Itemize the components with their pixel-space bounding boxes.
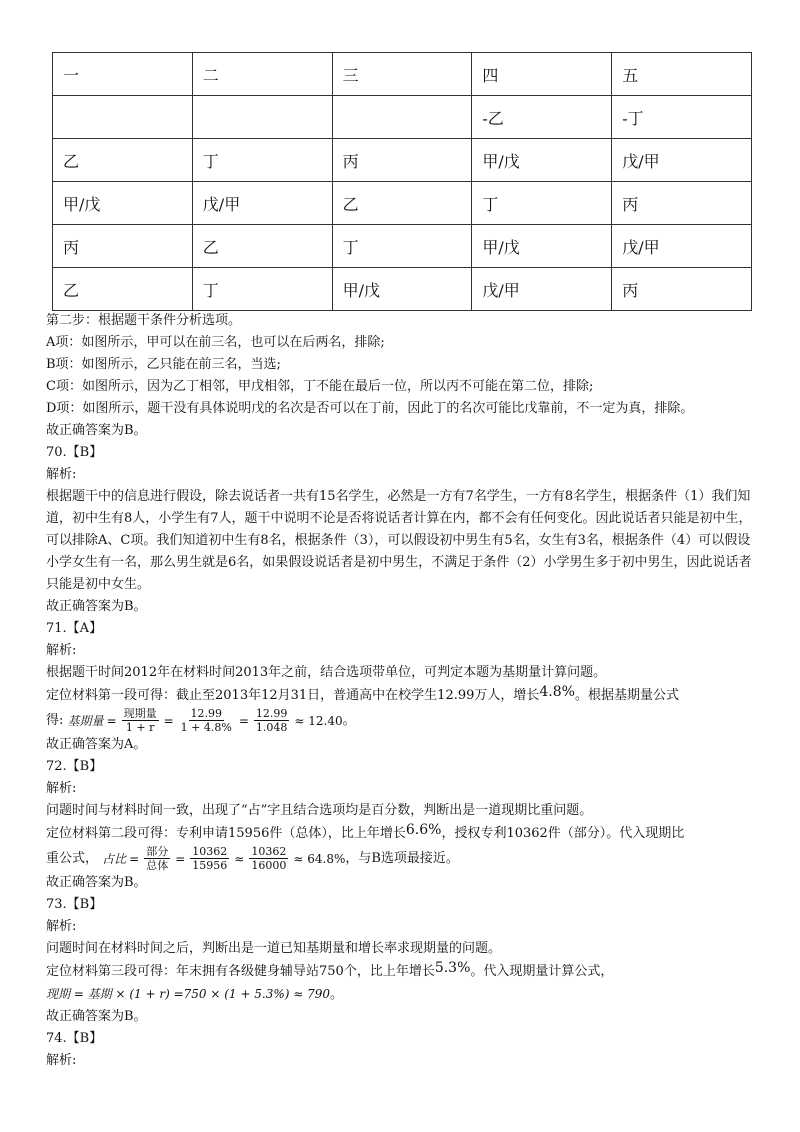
table-cell xyxy=(332,96,472,139)
analysis-73-b-end: 。代入现期量计算公式， xyxy=(470,964,614,979)
analysis-73-b xyxy=(46,960,758,983)
growth-rate-73: 5.3% xyxy=(434,960,471,976)
analysis-label-72: 解析: xyxy=(46,781,77,796)
answer-72: 故正确答案为B。 xyxy=(46,875,147,890)
table-cell: 甲/戊 xyxy=(472,139,612,182)
formula-71-num1: 现期量 xyxy=(123,707,157,720)
formula-71-suffix: 。 xyxy=(342,713,356,728)
analysis-72-b xyxy=(46,822,758,845)
formula-72-num1: 部分 xyxy=(146,845,169,858)
analysis-73-formula-line xyxy=(46,983,758,1006)
formula-72 xyxy=(102,845,345,872)
table-cell: 甲/戊 xyxy=(472,225,612,268)
analysis-71-b-text: 定位材料第一段可得：截止至2013年12月31日，普通高中在校学生12.99万人，增长 xyxy=(46,688,540,703)
table-cell: 二 xyxy=(192,53,332,96)
table-cell xyxy=(192,96,332,139)
analysis-label-73: 解析: xyxy=(46,919,77,934)
table-cell: 戊/甲 xyxy=(612,139,752,182)
analysis-70-body: 根据题干中的信息进行假设，除去说话者一共有15名学生，必然是一方有7名学生，一方有8名学生，根据条件（1）我们知道，初中生有8人，小学生有7人，题干中说明不论是否将说话者计算在内，都不会有任何变化。因此说话者只能是初中生，可以排除A、C项。我们知道初中生有8名，根据条件（3），可以假设初中男生有5名，女生有3名，根据条件（4）可以假设小学女生有一名，那么男生就是6名，如果假设说话者是初中男生，不满足于条件（2）小学男生多于初中男生，因此说话者只能是初中女生。 xyxy=(46,489,752,592)
option-b-analysis: B项：如图所示，乙只能在前三名，当选; xyxy=(46,357,281,372)
answer-71: 故正确答案为A。 xyxy=(46,737,147,752)
formula-71-prefix: 得: xyxy=(46,713,64,728)
analysis-label-71: 解析: xyxy=(46,643,77,658)
table-cell: 一 xyxy=(53,53,193,96)
table-cell xyxy=(53,96,193,139)
table-cell: 五 xyxy=(612,53,752,96)
formula-72-num2: 10362 xyxy=(192,845,228,858)
table-cell: 戊/甲 xyxy=(192,182,332,225)
table-row xyxy=(53,139,752,182)
table-cell: 戊/甲 xyxy=(472,268,612,311)
question-72-number: 72.【B】 xyxy=(46,759,103,774)
formula-71-eq2: = xyxy=(163,713,174,728)
formula-71-den2: 1 + 4.8% xyxy=(180,721,232,734)
question-71-number: 71.【A】 xyxy=(46,621,103,636)
table-cell: 戊/甲 xyxy=(612,225,752,268)
option-a-analysis: A项：如图所示，甲可以在前三名，也可以在后两名，排除; xyxy=(46,335,385,350)
analysis-72-formula-line xyxy=(46,845,758,872)
analysis-71-a: 根据题干时间2012年在材料时间2013年之前，结合选项带单位，可判定本题为基期量计算问题。 xyxy=(46,665,607,680)
table-cell: 四 xyxy=(472,53,612,96)
table-cell: 丙 xyxy=(612,268,752,311)
table-cell: -乙 xyxy=(472,96,612,139)
formula-71-frac3 xyxy=(254,707,290,734)
table-cell: 丙 xyxy=(612,182,752,225)
table-row xyxy=(53,96,752,139)
analysis-73-b-text: 定位材料第三段可得：年末拥有各级健身辅导站750个，比上年增长 xyxy=(46,964,435,979)
formula-72-den3: 16000 xyxy=(251,859,287,872)
analysis-72-a: 问题时间与材料时间一致，出现了“占”字且结合选项均是百分数，判断出是一道现期比重问题。 xyxy=(46,803,593,818)
growth-rate-71: 4.8% xyxy=(539,684,575,700)
question-70-number: 70.【B】 xyxy=(46,445,103,460)
step2-heading: 第二步：根据题干条件分析选项。 xyxy=(46,313,242,328)
table-cell: 丁 xyxy=(332,225,472,268)
table-cell: 甲/戊 xyxy=(53,182,193,225)
table-row xyxy=(53,268,752,311)
formula-71-frac2 xyxy=(179,707,234,734)
formula-72-lhs: 占比 xyxy=(102,851,127,866)
analysis-71-formula-line xyxy=(46,707,758,734)
ranking-table xyxy=(52,52,752,311)
formula-71-num2: 12.99 xyxy=(190,707,222,720)
analysis-72-b-text: 定位材料第二段可得：专利申请15956件（总体），比上年增长 xyxy=(46,826,406,841)
formula-72-num3: 10362 xyxy=(251,845,287,858)
formula-73: 现期 = 基期 × (1 + r) =750 × (1 + 5.3%) ≈ 790 xyxy=(46,987,330,1001)
table-cell: 甲/戊 xyxy=(332,268,472,311)
table-cell: 丁 xyxy=(192,139,332,182)
formula-72-eq2: = xyxy=(175,851,186,866)
analysis-72-b-end: ，授权专利10362件（部分）。代入现期比 xyxy=(441,826,685,841)
table-cell: 乙 xyxy=(53,139,193,182)
answer-69: 故正确答案为B。 xyxy=(46,423,147,438)
formula-71-frac1 xyxy=(122,707,159,734)
formula-72-eq1: = xyxy=(129,851,140,866)
formula-72-frac1 xyxy=(144,845,170,872)
formula-72-suffix: ，与B选项最接近。 xyxy=(345,851,459,866)
analysis-71-b-end: 。根据基期量公式 xyxy=(574,688,679,703)
table-cell: 乙 xyxy=(53,268,193,311)
table-row xyxy=(53,225,752,268)
formula-73-suffix: 。 xyxy=(330,987,344,1002)
answer-73: 故正确答案为B。 xyxy=(46,1009,147,1024)
analysis-73-a: 问题时间在材料时间之后，判断出是一道已知基期量和增长率求现期量的问题。 xyxy=(46,941,502,956)
table-cell: 三 xyxy=(332,53,472,96)
formula-72-result: ≈ 64.8% xyxy=(293,851,346,866)
question-74-number: 74.【B】 xyxy=(46,1031,103,1046)
option-c-analysis: C项：如图所示，因为乙丁相邻，甲戊相邻，丁不能在最后一位，所以丙不可能在第二位，排除; xyxy=(46,379,594,394)
formula-71-eq3: = xyxy=(238,713,249,728)
formula-71-num3: 12.99 xyxy=(255,707,288,720)
formula-71-lhs: 基期量 xyxy=(67,713,104,728)
formula-71-eq1: = xyxy=(106,713,117,728)
formula-72-approx1: ≈ xyxy=(234,851,245,866)
formula-72-frac3 xyxy=(249,845,288,872)
table-cell: 丁 xyxy=(192,268,332,311)
formula-71 xyxy=(68,707,343,734)
analysis-label-74: 解析: xyxy=(46,1053,77,1068)
formula-72-frac2 xyxy=(190,845,229,872)
table-row xyxy=(53,182,752,225)
analysis-71-b xyxy=(46,684,758,707)
option-d-analysis: D项：如图所示，题干没有具体说明戊的名次是否可以在丁前，因此丁的名次可能比戊靠前，不一定为真，排除。 xyxy=(46,401,694,416)
formula-71-den3: 1.048 xyxy=(255,721,288,734)
growth-rate-72: 6.6% xyxy=(405,822,442,838)
answer-70: 故正确答案为B。 xyxy=(46,599,147,614)
analysis-label-70: 解析: xyxy=(46,467,77,482)
question-73-number: 73.【B】 xyxy=(46,897,103,912)
table-cell: 乙 xyxy=(332,182,472,225)
formula-72-den2: 15956 xyxy=(192,859,228,872)
formula-71-den1: 1 + r xyxy=(125,721,155,734)
table-cell: 丙 xyxy=(332,139,472,182)
table-cell: -丁 xyxy=(612,96,752,139)
formula-72-prefix: 重公式， xyxy=(46,851,99,866)
table-cell: 乙 xyxy=(192,225,332,268)
formula-72-den1: 总体 xyxy=(146,859,169,872)
table-cell: 丁 xyxy=(472,182,612,225)
table-row xyxy=(53,53,752,96)
formula-71-result: ≈ 12.40 xyxy=(294,713,343,728)
table-cell: 丙 xyxy=(53,225,193,268)
explanation-content xyxy=(46,310,758,1072)
